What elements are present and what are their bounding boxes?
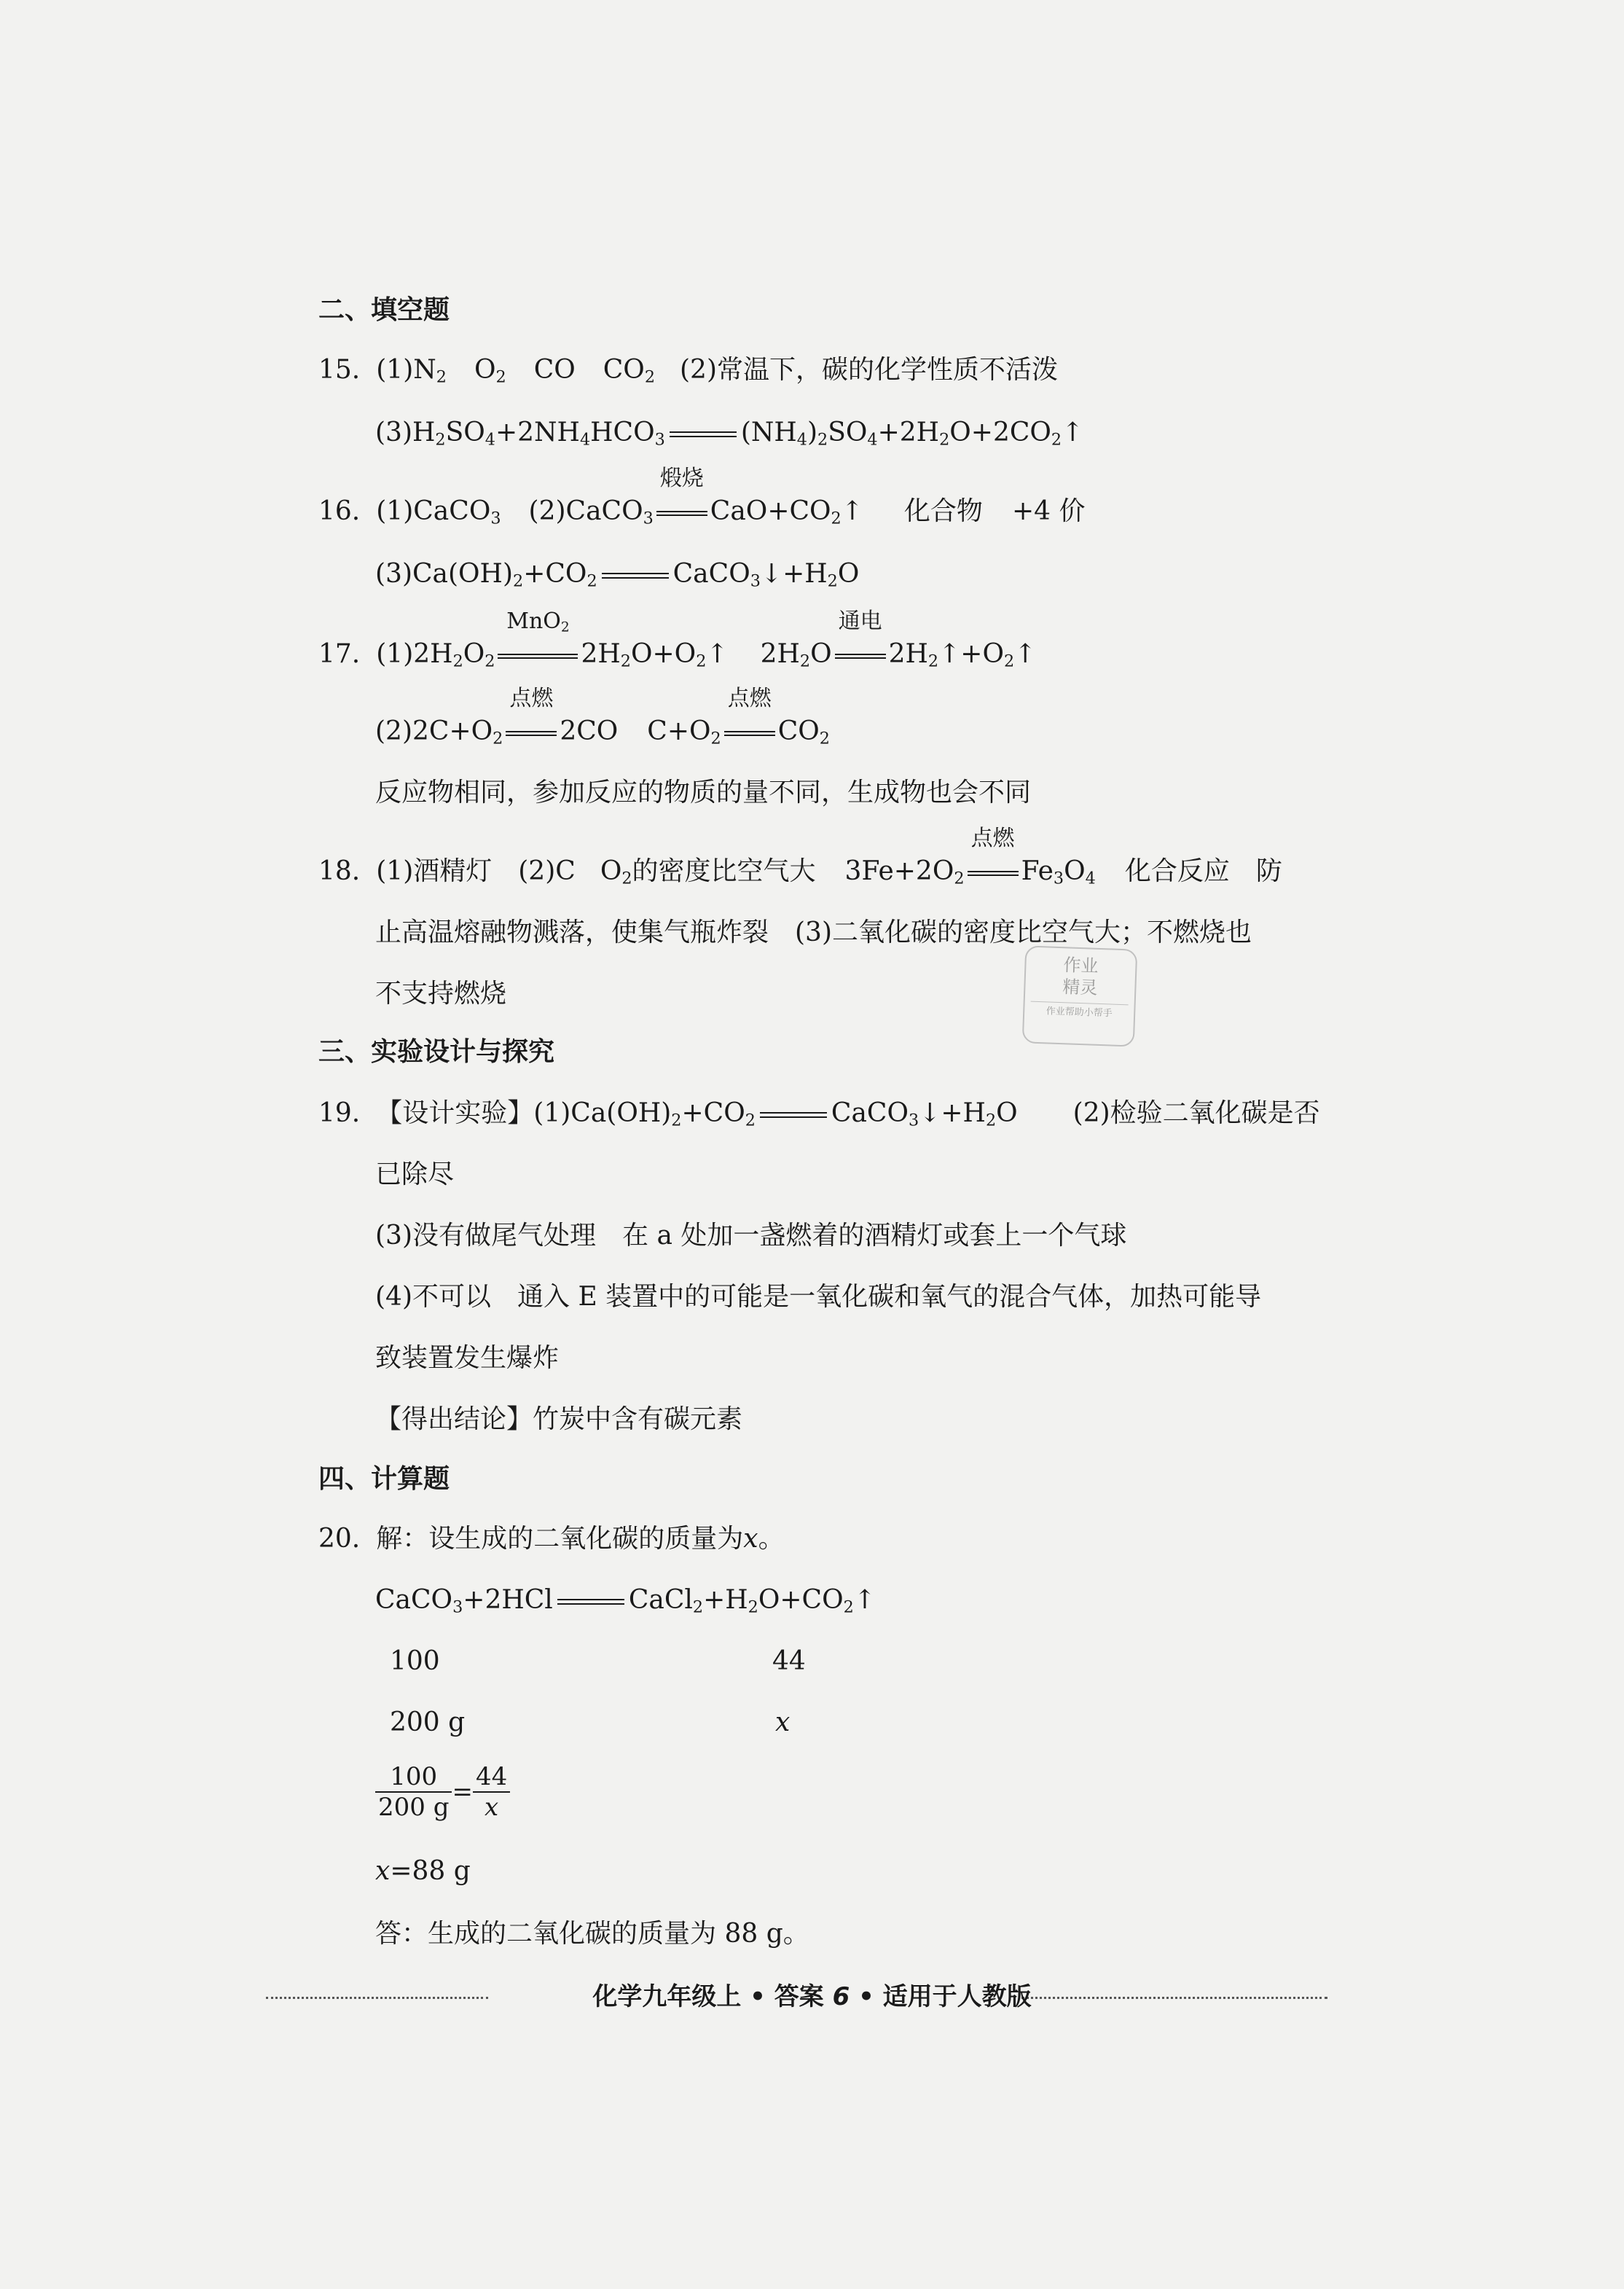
q16-line-2: $(3)Ca(OH)_2+CO_2$ $CaCO_3↓+H_2O$ xyxy=(375,559,860,591)
q19-number: 19. xyxy=(318,1098,361,1128)
reaction-condition: MnO$_2$ xyxy=(498,635,578,673)
q16-line-1: 16. (1)CaCO$_3$ (2)CaCO$_3$ 煅烧 $CaO+CO_2↑$ 化合物 +4 价 xyxy=(318,493,1085,531)
q18-number: 18. xyxy=(318,856,361,886)
q20-result: x=88 g xyxy=(375,1856,471,1886)
reaction-condition: 煅烧 xyxy=(656,493,707,531)
q18-line-3: 不支持燃烧 xyxy=(375,979,507,1009)
q20-equation: CaCO$_3$+2HCl $CaCl_2+H_2O+CO_2↑$ xyxy=(375,1585,876,1617)
q17-line-2: $(2)2C+O_2$ 点燃 2CO $C+O_2$ 点燃 $CO_2$ xyxy=(375,713,830,751)
reaction-condition: 点燃 xyxy=(968,853,1019,891)
q16-number: 16. xyxy=(318,496,361,526)
equals-sign xyxy=(602,573,669,579)
fraction: $\frac{44}{x}$ xyxy=(473,1762,510,1822)
q20-molar-mass-co2: 44 xyxy=(772,1646,806,1676)
equals-sign xyxy=(670,431,737,437)
q20-number: 20. xyxy=(318,1524,361,1554)
q19-line-1: 19. 【设计实验】$(1)Ca(OH)_2+CO_2$ $CaCO_3↓+H_2O$ (2)检验二氧化碳是否 xyxy=(318,1098,1320,1130)
fraction: $\frac{100}{200 g}$ xyxy=(375,1762,452,1822)
q17-note: 反应物相同，参加反应的物质的量不同，生成物也会不同 xyxy=(375,778,1032,807)
section-heading-calculation: 四、计算题 xyxy=(318,1464,450,1494)
q20-answer: 答：生成的二氧化碳的质量为 88 g。 xyxy=(375,1919,809,1949)
equals-sign xyxy=(760,1112,827,1118)
q19-line-2: 已除尽 xyxy=(375,1159,455,1189)
section-heading-fill-blank: 二、填空题 xyxy=(318,295,450,325)
q19-line-3: (3)没有做尾气处理 在 a 处加一盏燃着的酒精灯或套上一个气球 xyxy=(375,1221,1127,1251)
q15-number: 15. xyxy=(318,355,361,385)
q19-conclusion: 【得出结论】竹炭中含有碳元素 xyxy=(375,1404,743,1434)
reaction-condition: 点燃 xyxy=(506,713,557,751)
page-number: 6 xyxy=(832,1982,850,2011)
q20-mass-caco3: 200 g xyxy=(390,1707,466,1737)
q19-line-4: (4)不可以 通入 E 装置中的可能是一氧化碳和氧气的混合气体，加热可能导 xyxy=(375,1282,1262,1312)
watermark-stamp: 作业 精灵 作业帮助小帮手 xyxy=(1022,945,1138,1046)
q17-line-1: 17. $(1)2H_2O_2$ MnO$_2$ $2H_2O+O_2↑$ $2H_2O$ 通电 $2H_2↑+O_2↑$ xyxy=(318,635,1036,673)
q19-line-5: 致装置发生爆炸 xyxy=(375,1343,560,1373)
q15-line-1: 15. $(1)N_2$ $O_2$ CO $CO_2$ (2)常温下，碳的化学性质不活泼 xyxy=(318,355,1059,387)
q15-line-2: $(3)H_2SO_4+2NH_4HCO_3$ $(NH_4)_2SO_4+2H_2O+2CO_2↑$ xyxy=(375,418,1084,450)
equals-sign xyxy=(557,1599,624,1605)
q17-number: 17. xyxy=(318,639,361,669)
q18-line-2: 止高温熔融物溅落，使集气瓶炸裂 (3)二氧化碳的密度比空气大；不燃烧也 xyxy=(375,917,1252,947)
reaction-condition: 通电 xyxy=(835,635,886,673)
q20-proportion: $\frac{100}{200 g}$ = $\frac{44}{x}$ xyxy=(375,1762,510,1822)
q18-line-1: 18. (1)酒精灯 (2)C $O_2$的密度比空气大 $3Fe+2O_2$ 点燃 $Fe_3O_4$ 化合反应 防 xyxy=(318,853,1282,891)
reaction-condition: 点燃 xyxy=(724,713,775,751)
page-footer: 化学九年级上 • 答案 6 • 适用于人教版 xyxy=(592,1982,1032,2011)
q20-unknown: x xyxy=(775,1707,791,1737)
section-heading-experiment: 三、实验设计与探究 xyxy=(318,1037,555,1067)
q20-line-1: 20. 解：设生成的二氧化碳的质量为x。 xyxy=(318,1524,785,1554)
q20-molar-mass-caco3: 100 xyxy=(390,1646,440,1676)
